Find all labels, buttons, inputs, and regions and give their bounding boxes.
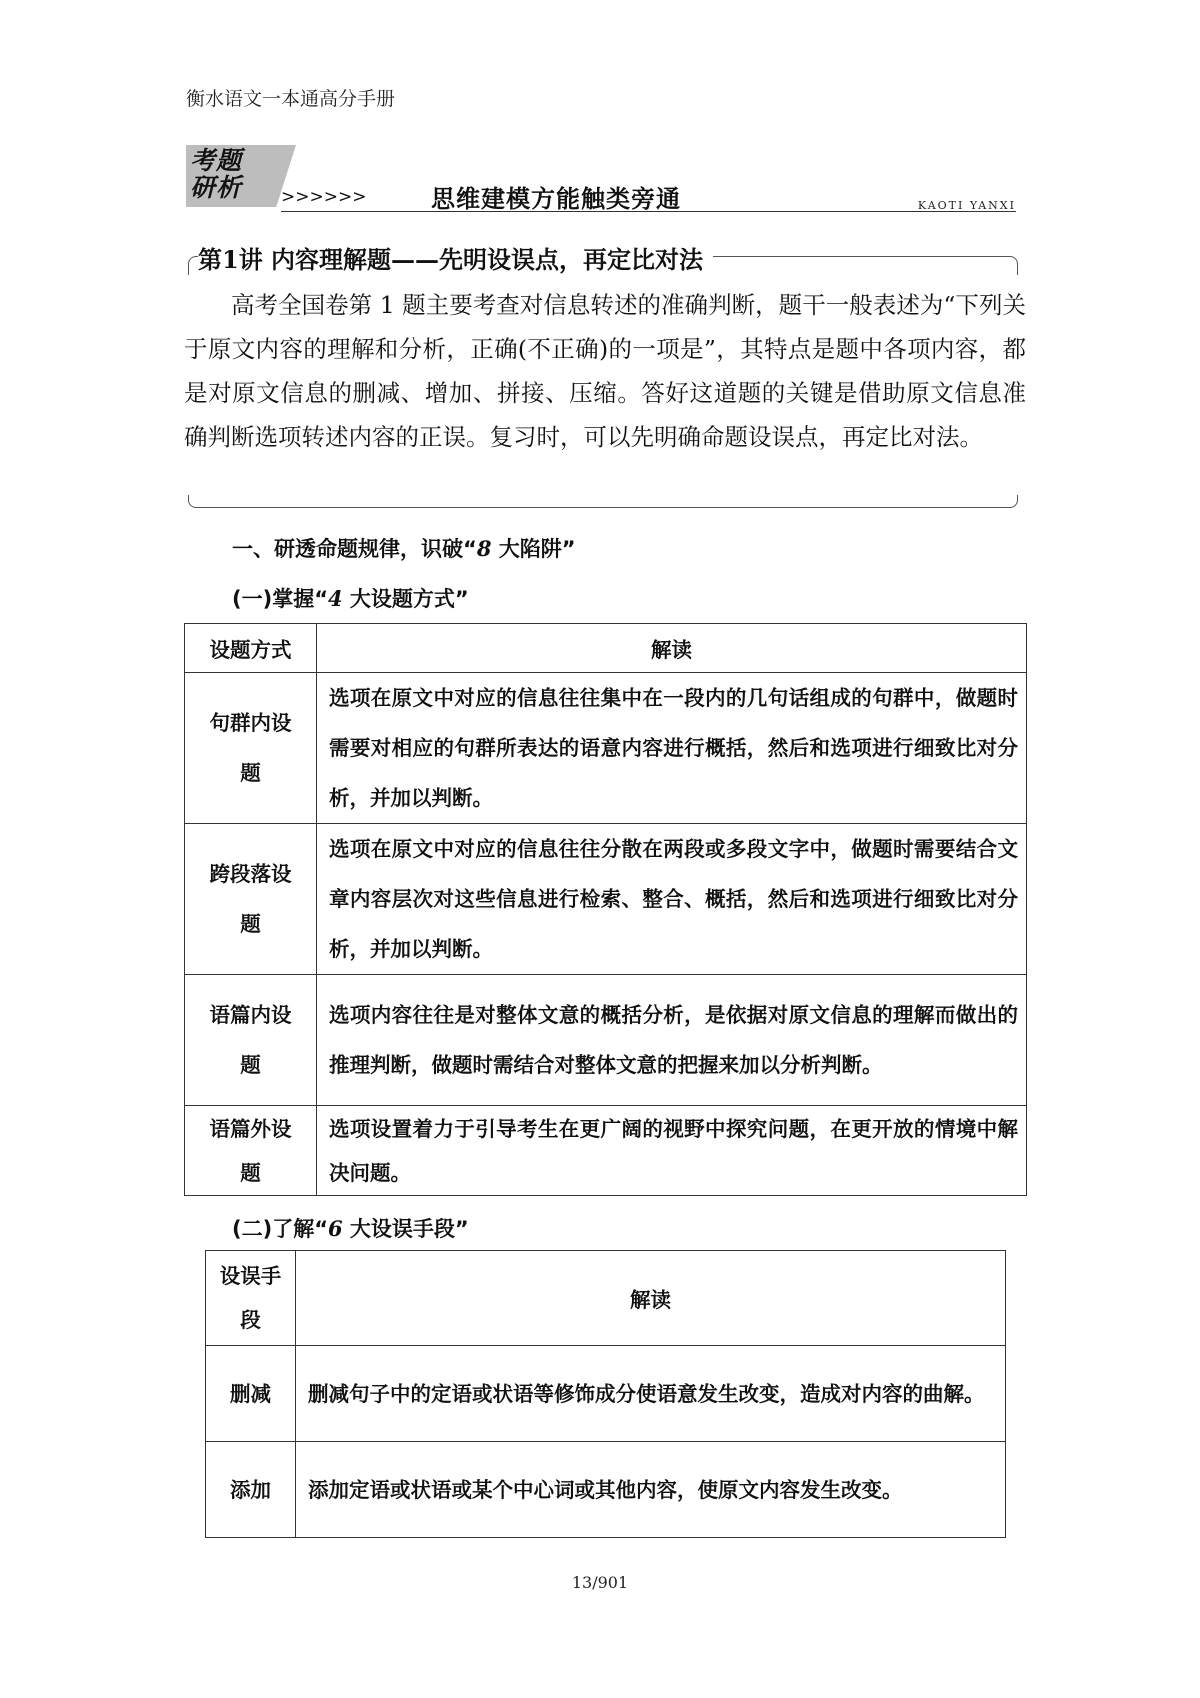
subsection-2-number: 6 (328, 1216, 343, 1241)
section-heading-number: 8 (476, 536, 492, 561)
header-type-line: 段 (240, 1308, 261, 1332)
cell-type-line: 题 (240, 1053, 261, 1077)
table-row (206, 1442, 1006, 1538)
banner-rule (281, 211, 1016, 212)
cell-type-line: 语篇外设 (209, 1116, 292, 1141)
table-header-desc: 解读 (296, 1251, 1006, 1346)
subsection-1-prefix: (一)掌握“ (232, 587, 328, 611)
question-type-table (184, 623, 1027, 1196)
table-header-type (206, 1251, 296, 1346)
subsection-heading-2 (232, 1213, 469, 1243)
banner-english: KAOTI YANXI (917, 199, 1016, 212)
lecture-intro: 高考全国卷第 1 题主要考查对信息转述的准确判断，题干一般表述为“下列关于原文内容的理解和分析，正确(不正确)的一项是”，其特点是题中各项内容，都是对原文信息的删减、增加、拼接、压缩。答好这道题的关键是借助原文信息准确判断选项转述内容的正误。复习时，可以先明确命题设误点，再定比对法。 (184, 291, 1026, 451)
table-cell-type: 删减 (206, 1346, 296, 1442)
subsection-heading-1 (232, 583, 469, 613)
cell-type-line: 题 (240, 912, 261, 936)
error-method-table (205, 1250, 1006, 1538)
section-heading (232, 533, 576, 563)
table-header-desc: 解读 (317, 624, 1027, 673)
subsection-2-prefix: (二)了解“ (232, 1217, 328, 1241)
cell-type-line: 跨段落设 (209, 862, 292, 886)
table-cell-desc: 选项在原文中对应的信息往往分散在两段或多段文字中，做题时需要结合文章内容层次对这些信息进行检索、整合、概括，然后和选项进行细致比对分析，并加以判断。 (317, 824, 1027, 975)
cell-type-line: 题 (240, 1160, 261, 1185)
badge-line-1: 考题 (190, 146, 243, 175)
table-row (206, 1346, 1006, 1442)
cell-type-line: 题 (240, 761, 261, 785)
section-banner (186, 145, 1016, 215)
table-row (185, 673, 1027, 824)
subsection-2-suffix: 大设误手段” (342, 1217, 469, 1241)
table-cell-desc: 删减句子中的定语或状语等修饰成分使语意发生改变，造成对内容的曲解。 (296, 1346, 1006, 1442)
header-type-line: 设误手 (219, 1264, 282, 1288)
banner-title: 思维建模方能触类旁通 (431, 185, 681, 213)
table-cell-desc: 选项内容往往是对整体文意的概括分析，是依据对原文信息的理解而做出的推理判断，做题时需结合对整体文意的把握来加以分析判断。 (317, 975, 1027, 1106)
table-header-row (185, 624, 1027, 673)
table-header-row (206, 1251, 1006, 1346)
table-cell-type (185, 673, 317, 824)
subsection-1-number: 4 (328, 586, 343, 611)
subsection-1-suffix: 大设题方式” (342, 587, 469, 611)
table-cell-type (185, 824, 317, 975)
page-number: 13/901 (571, 1573, 629, 1592)
banner-arrows: >>>>>> (281, 187, 367, 207)
section-heading-prefix: 一、研透命题规律，识破“ (232, 537, 477, 561)
badge-line-2: 研析 (190, 173, 243, 202)
cell-type-line: 句群内设 (209, 711, 292, 735)
table-cell-desc: 选项在原文中对应的信息往往集中在一段内的几句话组成的句群中，做题时需要对相应的句群所表达的语意内容进行概括，然后和选项进行细致比对分析，并加以判断。 (317, 673, 1027, 824)
lecture-title: 第1讲 内容理解题——先明设误点，再定比对法 (198, 240, 713, 275)
table-cell-type: 添加 (206, 1442, 296, 1538)
section-heading-suffix: 大陷阱” (491, 537, 576, 561)
table-cell-type (185, 975, 317, 1106)
banner-badge-text (190, 147, 242, 201)
table-cell-desc: 添加定语或状语或某个中心词或其他内容，使原文内容发生改变。 (296, 1442, 1006, 1538)
running-head: 衡水语文一本通高分手册 (186, 88, 396, 110)
table-row (185, 1106, 1027, 1196)
table-header-type: 设题方式 (185, 624, 317, 673)
lecture-box-bottom (188, 495, 1018, 508)
table-row (185, 975, 1027, 1106)
table-cell-desc: 选项设置着力于引导考生在更广阔的视野中探究问题，在更开放的情境中解决问题。 (317, 1106, 1027, 1196)
table-row (185, 824, 1027, 975)
cell-type-line: 语篇内设 (209, 1003, 292, 1027)
table-cell-type (185, 1106, 317, 1196)
